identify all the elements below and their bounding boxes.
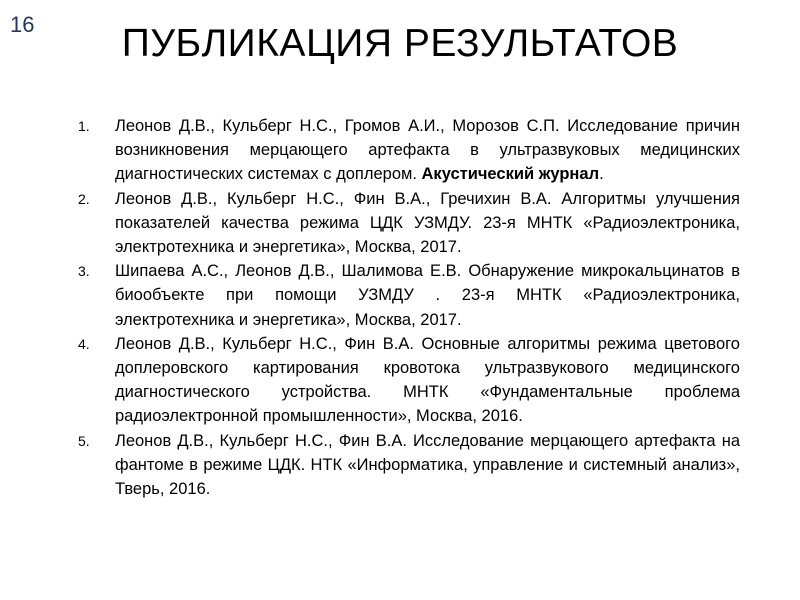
publication-text: Леонов Д.В., Кульберг Н.С., Фин В.А. Исследование мерцающего артефакта на фантоме в режиме ЦДК. НТК «Информатика, управление и системный анализ», Тверь, 2016. (115, 431, 740, 499)
slide-number: 16 (10, 12, 35, 37)
publication-text: Леонов Д.В., Кульберг Н.С., Громов А.И., Морозов С.П. Исследование причин возникновения мерцающего артефакта в ультразвуковых медицинских диагностических системах с доплером. Акустический журнал. (115, 117, 740, 184)
publication-item-2 (70, 187, 740, 260)
publication-item-1 (70, 114, 740, 187)
publication-text: Леонов Д.В., Кульберг Н.С., Фин В.А., Гречихин В.А. Алгоритмы улучшения показателей качества режима ЦДК УЗМДУ. 23-я МНТК «Радиоэлектроника, электротехника и энергетика», Москва, 2017. (115, 189, 740, 257)
publication-number: 4. (78, 335, 90, 352)
publication-number: 3. (78, 263, 90, 280)
journal-name: Акустический журнал (421, 165, 600, 184)
publication-text: Шипаева А.С., Леонов Д.В., Шалимова Е.В. Обнаружение микрокальцинатов в биообъекте при помощи УЗМДУ . 23-я МНТК «Радиоэлектроника, электротехника и энергетика», Москва, 2017. (115, 262, 740, 329)
publication-item-5 (70, 429, 740, 502)
publication-item-4 (70, 332, 740, 429)
slide-title: ПУБЛИКАЦИЯ РЕЗУЛЬТАТОВ (121, 22, 679, 65)
publication-number: 2. (78, 190, 90, 207)
publication-list (70, 114, 740, 501)
publication-item-3 (70, 259, 740, 332)
publication-number: 1. (78, 118, 90, 134)
publication-text: Леонов Д.В., Кульберг Н.С., Фин В.А. Основные алгоритмы режима цветового доплеровского картирования кровотока ультразвукового медицинского диагностического устройства. МНТК «Фундаментальные проблема радиоэлектронной промышленности», Москва, 2016. (115, 334, 740, 426)
publication-number: 5. (78, 432, 90, 449)
